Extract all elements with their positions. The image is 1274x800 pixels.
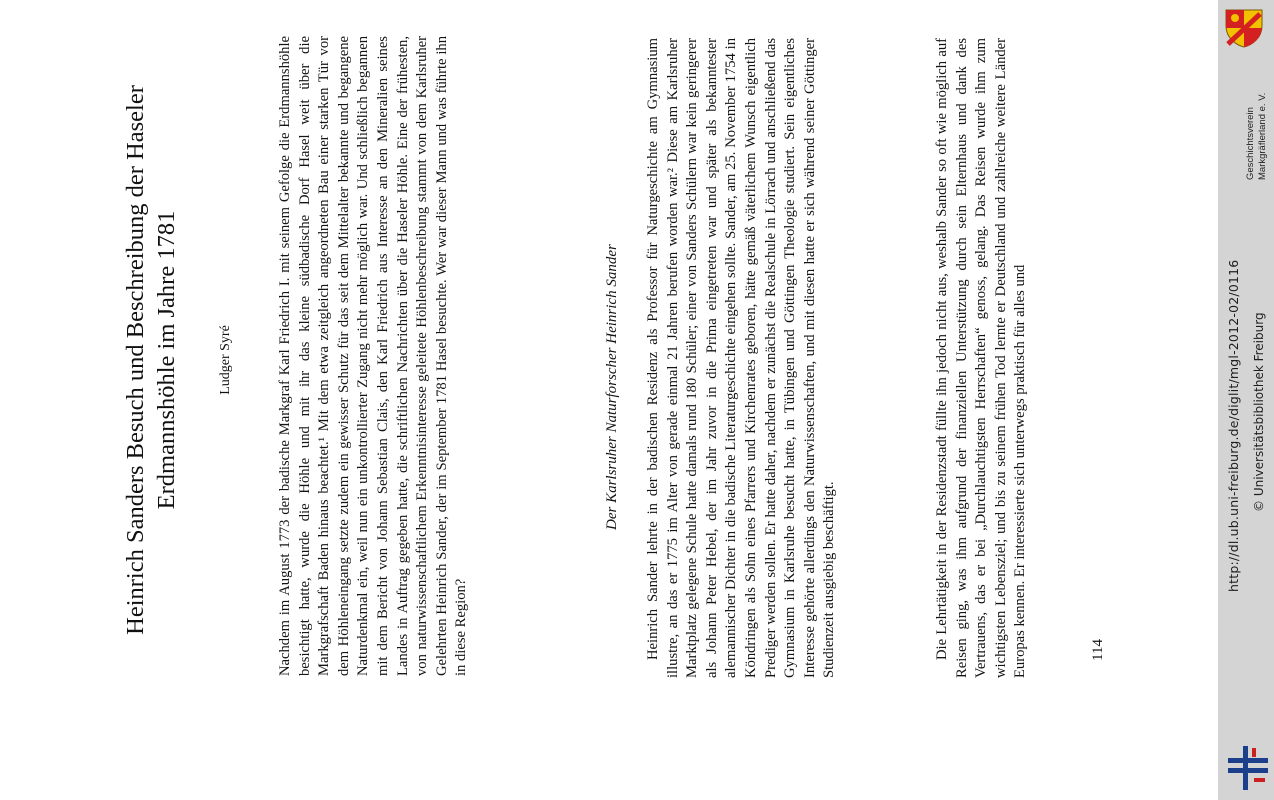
paragraph-sander-bio: Heinrich Sander lehrte in der badischen Residenz als Professor für Naturgeschichte am Gymnasium illustre, an das er 1775 im Alter von gerade einmal 21 Jahren berufen worden war.² Diese am Karlsruher Marktplatz gelegene Schule hatte damals rund 180 Schüler; einer von Sanders Schülern war kein geringerer als Johann Peter Hebel, der im Jahr zuvor in die Prima eingetreten war und später als bekanntester alemannischer Dichter in die badische Literaturgeschichte eingehen sollte. Sander, am 25. November 1754 in Köndringen als Sohn eines Pfarrers und Kirchenrates geboren, hätte gemäß väterlichem Wunsch eigentlich Prediger werden sollen. Er hatte daher, nachdem er zunächst die Realschule in Lörrach und anschließend das Gymnasium in Karlsruhe besucht hatte, in Tübingen und Göttingen Theologie studiert. Sein eigentliches Interesse gehörte allerdings den Naturwissenschaften, und mit diesen hatte er sich während seiner Göttinger Studienzeit ausgiebig beschäftigt. bbox=[645, 38, 838, 678]
paragraph-intro: Nachdem im August 1773 der badische Markgraf Karl Friedrich I. mit seinem Gefolge die Erdmannshöhle besichtigt hatte, wurde die Höhle und mit ihr das kleine südbadische Dorf Hasel weit über die Markgrafschaft Baden hinaus beachtet.¹ Mit dem etwa zeitgleich angeordneten Bau einer starken Tür vor dem Höhleneingang setzte zudem ein gewisser Schutz für das seit dem Mittelalter bekannte und begangene Naturdenkmal ein, weil nun ein unkontrollierter Zugang nicht mehr möglich war. Und schließlich begannen mit dem Bericht von Johann Sebastian Clais, den Karl Friedrich aus Interesse an den Mineralien seines Landes in Auftrag gegeben hatte, die schriftlichen Nachrichten über die Haseler Höhle. Eine der frühesten, von naturwissenschaftlichem Erkenntnisinteresse geleitete Höhlenbeschreibung stammt von dem Karlsruher Gelehrten Heinrich Sander, der im September 1781 Hasel besuchte. Wer war dieser Mann und was führte ihn in diese Region? bbox=[277, 36, 470, 676]
permalink-url[interactable]: http://dl.ub.uni-freiburg.de/diglit/mgl-2012-02/0116 bbox=[1226, 259, 1241, 592]
ub-freiburg-logo-icon bbox=[1224, 742, 1272, 794]
paragraph-travels: Die Lehrtätigkeit in der Residenzstadt füllte ihn jedoch nicht aus, weshalb Sander so oft wie möglich auf Reisen ging, was ihm aufgrund der finanziellen Unterstützung durch sein Elternhaus und dank des Vertrauens, das er bei „Durchlauchtigsten Herrschaften“ genoss, gelang. Das Reisen wurde ihm zum wichtigsten Lebensziel; und bis zu seinem frühen Tod lernte er Deutschland und zahlreiche weitere Länder Europas kennen. Er interessierte sich unterwegs praktisch für alles und bbox=[934, 38, 1029, 678]
article-title bbox=[120, 80, 182, 640]
copyright-notice: © Universitätsbibliothek Freiburg bbox=[1252, 312, 1266, 512]
section-heading: Der Karlsruher Naturforscher Heinrich Sander bbox=[604, 244, 620, 530]
page-number: 114 bbox=[1090, 639, 1106, 661]
society-line-2: Markgräflerland e. V. bbox=[1257, 92, 1268, 180]
author-name: Ludger Syré bbox=[218, 325, 233, 395]
society-name bbox=[1245, 30, 1269, 180]
title-line-2: Erdmannshöhle im Jahre 1781 bbox=[153, 210, 180, 510]
society-line-1: Geschichtsverein bbox=[1245, 107, 1256, 180]
title-line-1: Heinrich Sanders Besuch und Beschreibung der Haseler bbox=[122, 85, 149, 635]
